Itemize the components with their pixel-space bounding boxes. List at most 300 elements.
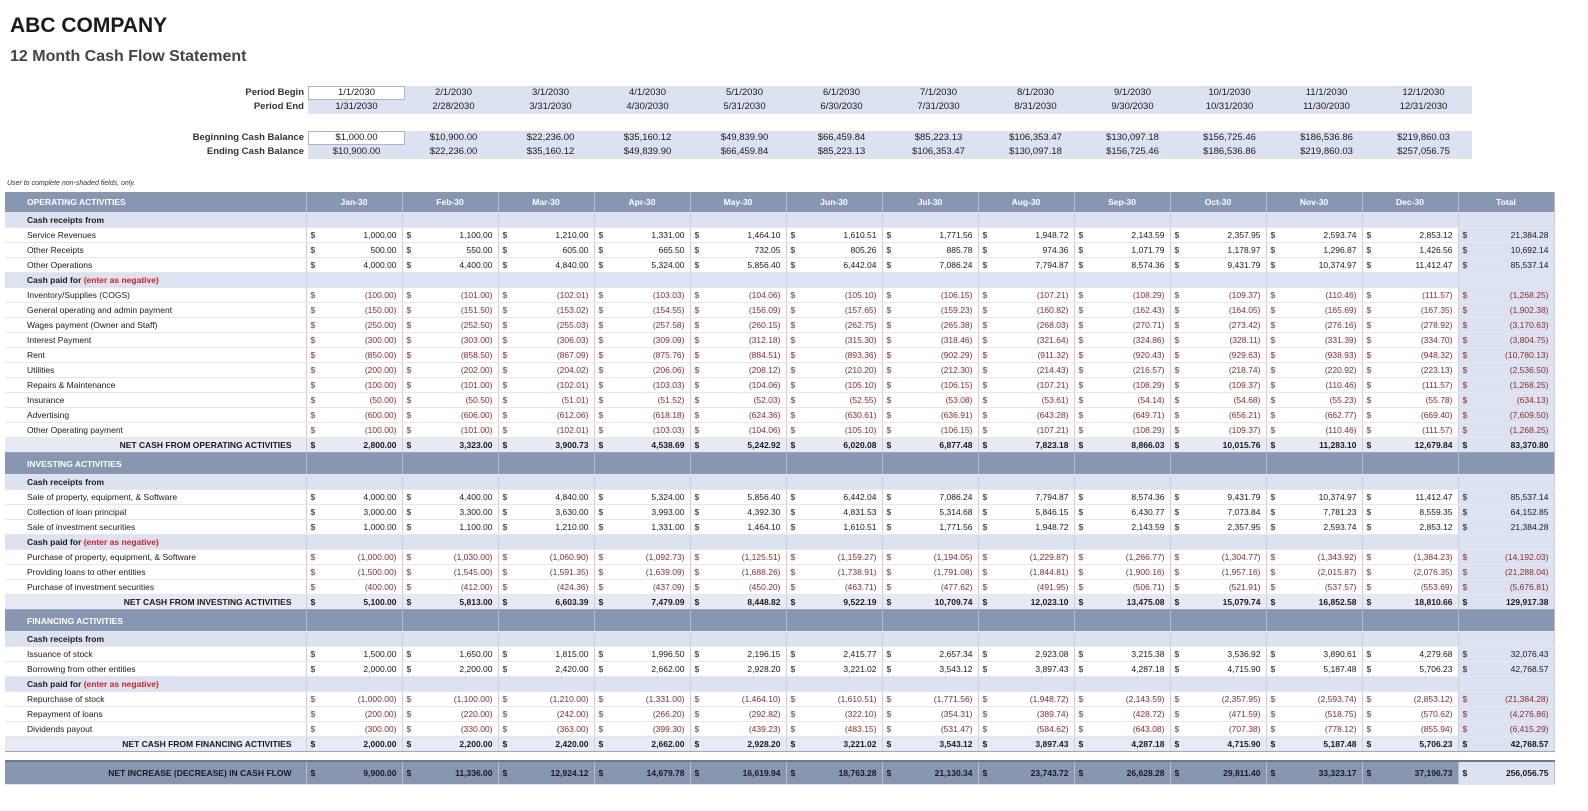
amount-cell[interactable] — [690, 505, 786, 520]
amount-cell[interactable] — [882, 520, 978, 535]
amount-cell[interactable] — [306, 647, 402, 662]
amount-cell[interactable] — [498, 318, 594, 333]
amount-cell[interactable] — [594, 722, 690, 737]
amount-cell[interactable] — [786, 348, 882, 363]
amount-cell[interactable] — [402, 348, 498, 363]
amount-cell[interactable] — [786, 505, 882, 520]
amount-cell[interactable] — [1362, 580, 1458, 595]
amount-cell[interactable] — [786, 333, 882, 348]
amount-cell[interactable] — [786, 647, 882, 662]
line-item-label[interactable]: Repairs & Maintenance — [5, 378, 306, 393]
amount-cell[interactable] — [594, 408, 690, 423]
amount-cell[interactable] — [690, 647, 786, 662]
amount-cell[interactable] — [594, 333, 690, 348]
line-item-label[interactable]: Purchase of property, equipment, & Software — [5, 550, 306, 565]
amount-cell[interactable] — [882, 333, 978, 348]
amount-cell[interactable] — [594, 692, 690, 707]
line-item-label[interactable]: Sale of property, equipment, & Software — [5, 490, 306, 505]
amount-cell[interactable] — [594, 423, 690, 438]
amount-cell[interactable] — [594, 258, 690, 273]
amount-cell[interactable] — [786, 303, 882, 318]
amount-cell[interactable] — [882, 662, 978, 677]
amount-cell[interactable] — [1170, 662, 1266, 677]
amount-cell[interactable] — [978, 490, 1074, 505]
amount-cell[interactable] — [1170, 348, 1266, 363]
amount-cell[interactable] — [402, 393, 498, 408]
amount-cell[interactable] — [1170, 490, 1266, 505]
amount-cell[interactable] — [1266, 580, 1362, 595]
amount-cell[interactable] — [1362, 288, 1458, 303]
amount-cell[interactable] — [306, 243, 402, 258]
amount-cell[interactable] — [690, 662, 786, 677]
amount-cell[interactable] — [594, 505, 690, 520]
amount-cell[interactable] — [690, 288, 786, 303]
amount-cell[interactable] — [690, 363, 786, 378]
amount-cell[interactable] — [690, 692, 786, 707]
amount-cell[interactable] — [498, 692, 594, 707]
amount-cell[interactable] — [402, 303, 498, 318]
line-item-label[interactable]: Issuance of stock — [5, 647, 306, 662]
amount-cell[interactable] — [882, 303, 978, 318]
amount-cell[interactable] — [882, 490, 978, 505]
line-item-label[interactable]: Repayment of loans — [5, 707, 306, 722]
amount-cell[interactable] — [594, 707, 690, 722]
amount-cell[interactable] — [306, 258, 402, 273]
amount-cell[interactable] — [690, 393, 786, 408]
amount-cell[interactable] — [1074, 348, 1170, 363]
amount-cell[interactable] — [402, 228, 498, 243]
amount-cell[interactable] — [1170, 580, 1266, 595]
amount-cell[interactable] — [1362, 243, 1458, 258]
amount-cell[interactable] — [882, 258, 978, 273]
amount-cell[interactable] — [690, 408, 786, 423]
amount-cell[interactable] — [978, 318, 1074, 333]
amount-cell[interactable] — [786, 393, 882, 408]
line-item-label[interactable]: Purchase of investment securities — [5, 580, 306, 595]
amount-cell[interactable] — [978, 288, 1074, 303]
amount-cell[interactable] — [1170, 363, 1266, 378]
amount-cell[interactable] — [306, 550, 402, 565]
amount-cell[interactable] — [978, 550, 1074, 565]
amount-cell[interactable] — [594, 393, 690, 408]
amount-cell[interactable] — [498, 490, 594, 505]
amount-cell[interactable] — [1074, 722, 1170, 737]
amount-cell[interactable] — [1170, 692, 1266, 707]
amount-cell[interactable] — [402, 647, 498, 662]
line-item-label[interactable]: Dividends payout — [5, 722, 306, 737]
amount-cell[interactable] — [402, 707, 498, 722]
amount-cell[interactable] — [402, 243, 498, 258]
amount-cell[interactable] — [498, 423, 594, 438]
amount-cell[interactable] — [1074, 550, 1170, 565]
amount-cell[interactable] — [498, 662, 594, 677]
amount-cell[interactable] — [498, 408, 594, 423]
amount-cell[interactable] — [786, 423, 882, 438]
amount-cell[interactable] — [594, 520, 690, 535]
amount-cell[interactable] — [306, 580, 402, 595]
amount-cell[interactable] — [1074, 647, 1170, 662]
line-item-label[interactable]: Other Receipts — [5, 243, 306, 258]
amount-cell[interactable] — [1266, 333, 1362, 348]
amount-cell[interactable] — [1266, 378, 1362, 393]
amount-cell[interactable] — [306, 378, 402, 393]
line-item-label[interactable]: Service Revenues — [5, 228, 306, 243]
amount-cell[interactable] — [1170, 408, 1266, 423]
amount-cell[interactable] — [978, 423, 1074, 438]
amount-cell[interactable] — [690, 243, 786, 258]
amount-cell[interactable] — [1362, 348, 1458, 363]
amount-cell[interactable] — [1266, 722, 1362, 737]
amount-cell[interactable] — [594, 580, 690, 595]
amount-cell[interactable] — [1074, 408, 1170, 423]
amount-cell[interactable] — [1074, 378, 1170, 393]
amount-cell[interactable] — [1362, 662, 1458, 677]
amount-cell[interactable] — [1362, 722, 1458, 737]
amount-cell[interactable] — [978, 565, 1074, 580]
amount-cell[interactable] — [786, 378, 882, 393]
amount-cell[interactable] — [402, 258, 498, 273]
amount-cell[interactable] — [498, 363, 594, 378]
amount-cell[interactable] — [690, 333, 786, 348]
amount-cell[interactable] — [594, 228, 690, 243]
amount-cell[interactable] — [402, 550, 498, 565]
amount-cell[interactable] — [1074, 333, 1170, 348]
amount-cell[interactable] — [594, 565, 690, 580]
amount-cell[interactable] — [498, 348, 594, 363]
amount-cell[interactable] — [690, 520, 786, 535]
amount-cell[interactable] — [1074, 580, 1170, 595]
line-item-label[interactable]: Repurchase of stock — [5, 692, 306, 707]
amount-cell[interactable] — [306, 363, 402, 378]
amount-cell[interactable] — [978, 505, 1074, 520]
amount-cell[interactable] — [1362, 333, 1458, 348]
amount-cell[interactable] — [786, 288, 882, 303]
amount-cell[interactable] — [690, 348, 786, 363]
amount-cell[interactable] — [978, 333, 1074, 348]
amount-cell[interactable] — [978, 520, 1074, 535]
amount-cell[interactable] — [1170, 505, 1266, 520]
amount-cell[interactable] — [306, 288, 402, 303]
amount-cell[interactable] — [402, 378, 498, 393]
line-item-label[interactable]: Interest Payment — [5, 333, 306, 348]
amount-cell[interactable] — [978, 580, 1074, 595]
amount-cell[interactable] — [402, 692, 498, 707]
line-item-label[interactable]: Insurance — [5, 393, 306, 408]
amount-cell[interactable] — [306, 303, 402, 318]
amount-cell[interactable] — [978, 393, 1074, 408]
line-item-label[interactable]: Rent — [5, 348, 306, 363]
amount-cell[interactable] — [690, 707, 786, 722]
amount-cell[interactable] — [882, 550, 978, 565]
amount-cell[interactable] — [1266, 408, 1362, 423]
amount-cell[interactable] — [690, 580, 786, 595]
amount-cell[interactable] — [690, 258, 786, 273]
amount-cell[interactable] — [1170, 520, 1266, 535]
amount-cell[interactable] — [786, 580, 882, 595]
amount-cell[interactable] — [1074, 707, 1170, 722]
amount-cell[interactable] — [1074, 363, 1170, 378]
amount-cell[interactable] — [498, 258, 594, 273]
amount-cell[interactable] — [402, 505, 498, 520]
amount-cell[interactable] — [882, 378, 978, 393]
amount-cell[interactable] — [1170, 647, 1266, 662]
amount-cell[interactable] — [1074, 520, 1170, 535]
amount-cell[interactable] — [690, 490, 786, 505]
amount-cell[interactable] — [690, 228, 786, 243]
amount-cell[interactable] — [1170, 393, 1266, 408]
amount-cell[interactable] — [1170, 318, 1266, 333]
line-item-label[interactable]: Advertising — [5, 408, 306, 423]
amount-cell[interactable] — [690, 318, 786, 333]
amount-cell[interactable] — [978, 303, 1074, 318]
amount-cell[interactable] — [1170, 565, 1266, 580]
amount-cell[interactable] — [1074, 393, 1170, 408]
amount-cell[interactable] — [1266, 707, 1362, 722]
amount-cell[interactable] — [306, 318, 402, 333]
amount-cell[interactable] — [1362, 647, 1458, 662]
amount-cell[interactable] — [1170, 378, 1266, 393]
amount-cell[interactable] — [402, 288, 498, 303]
amount-cell[interactable] — [594, 318, 690, 333]
amount-cell[interactable] — [402, 318, 498, 333]
amount-cell[interactable] — [882, 580, 978, 595]
amount-cell[interactable] — [690, 423, 786, 438]
amount-cell[interactable] — [978, 258, 1074, 273]
amount-cell[interactable] — [882, 348, 978, 363]
line-item-label[interactable]: Other Operations — [5, 258, 306, 273]
amount-cell[interactable] — [1266, 550, 1362, 565]
amount-cell[interactable] — [498, 333, 594, 348]
amount-cell[interactable] — [882, 692, 978, 707]
amount-cell[interactable] — [1362, 363, 1458, 378]
amount-cell[interactable] — [690, 378, 786, 393]
amount-cell[interactable] — [1266, 565, 1362, 580]
amount-cell[interactable] — [1362, 550, 1458, 565]
amount-cell[interactable] — [498, 550, 594, 565]
amount-cell[interactable] — [594, 243, 690, 258]
amount-cell[interactable] — [786, 363, 882, 378]
amount-cell[interactable] — [1170, 707, 1266, 722]
amount-cell[interactable] — [786, 550, 882, 565]
amount-cell[interactable] — [594, 363, 690, 378]
amount-cell[interactable] — [1266, 505, 1362, 520]
amount-cell[interactable] — [786, 520, 882, 535]
amount-cell[interactable] — [882, 505, 978, 520]
line-item-label[interactable]: Wages payment (Owner and Staff) — [5, 318, 306, 333]
amount-cell[interactable] — [882, 408, 978, 423]
amount-cell[interactable] — [978, 647, 1074, 662]
amount-cell[interactable] — [882, 318, 978, 333]
amount-cell[interactable] — [306, 505, 402, 520]
amount-cell[interactable] — [978, 378, 1074, 393]
amount-cell[interactable] — [1266, 318, 1362, 333]
amount-cell[interactable] — [978, 707, 1074, 722]
amount-cell[interactable] — [786, 722, 882, 737]
amount-cell[interactable] — [786, 565, 882, 580]
amount-cell[interactable] — [498, 505, 594, 520]
amount-cell[interactable] — [402, 423, 498, 438]
amount-cell[interactable] — [498, 565, 594, 580]
amount-cell[interactable] — [402, 490, 498, 505]
amount-cell[interactable] — [882, 423, 978, 438]
amount-cell[interactable] — [1074, 692, 1170, 707]
amount-cell[interactable] — [978, 348, 1074, 363]
amount-cell[interactable] — [306, 393, 402, 408]
line-item-label[interactable]: Sale of investment securities — [5, 520, 306, 535]
amount-cell[interactable] — [1074, 505, 1170, 520]
amount-cell[interactable] — [306, 348, 402, 363]
amount-cell[interactable] — [498, 520, 594, 535]
amount-cell[interactable] — [1362, 303, 1458, 318]
amount-cell[interactable] — [1266, 363, 1362, 378]
amount-cell[interactable] — [882, 722, 978, 737]
amount-cell[interactable] — [786, 707, 882, 722]
amount-cell[interactable] — [1074, 288, 1170, 303]
amount-cell[interactable] — [594, 662, 690, 677]
amount-cell[interactable] — [1266, 303, 1362, 318]
amount-cell[interactable] — [786, 318, 882, 333]
amount-cell[interactable] — [978, 692, 1074, 707]
amount-cell[interactable] — [1362, 258, 1458, 273]
amount-cell[interactable] — [1074, 565, 1170, 580]
line-item-label[interactable]: Inventory/Supplies (COGS) — [5, 288, 306, 303]
amount-cell[interactable] — [1266, 520, 1362, 535]
amount-cell[interactable] — [402, 363, 498, 378]
amount-cell[interactable] — [1170, 288, 1266, 303]
amount-cell[interactable] — [1074, 662, 1170, 677]
line-item-label[interactable]: Borrowing from other entities — [5, 662, 306, 677]
amount-cell[interactable] — [1170, 423, 1266, 438]
amount-cell[interactable] — [1170, 333, 1266, 348]
amount-cell[interactable] — [498, 288, 594, 303]
amount-cell[interactable] — [1170, 722, 1266, 737]
amount-cell[interactable] — [1266, 288, 1362, 303]
amount-cell[interactable] — [402, 520, 498, 535]
amount-cell[interactable] — [306, 423, 402, 438]
amount-cell[interactable] — [498, 722, 594, 737]
amount-cell[interactable] — [1266, 423, 1362, 438]
amount-cell[interactable] — [882, 393, 978, 408]
amount-cell[interactable] — [306, 692, 402, 707]
line-item-label[interactable]: General operating and admin payment — [5, 303, 306, 318]
beginning-cash-cell[interactable]: $1,000.00 — [308, 131, 405, 145]
amount-cell[interactable] — [690, 722, 786, 737]
amount-cell[interactable] — [1170, 550, 1266, 565]
amount-cell[interactable] — [306, 520, 402, 535]
line-item-label[interactable]: Utilities — [5, 363, 306, 378]
amount-cell[interactable] — [1074, 228, 1170, 243]
amount-cell[interactable] — [306, 707, 402, 722]
amount-cell[interactable] — [402, 565, 498, 580]
amount-cell[interactable] — [402, 580, 498, 595]
amount-cell[interactable] — [1074, 318, 1170, 333]
amount-cell[interactable] — [1362, 228, 1458, 243]
amount-cell[interactable] — [690, 303, 786, 318]
amount-cell[interactable] — [978, 243, 1074, 258]
amount-cell[interactable] — [306, 408, 402, 423]
amount-cell[interactable] — [1362, 505, 1458, 520]
amount-cell[interactable] — [1266, 662, 1362, 677]
amount-cell[interactable] — [1266, 258, 1362, 273]
amount-cell[interactable] — [978, 722, 1074, 737]
amount-cell[interactable] — [498, 707, 594, 722]
amount-cell[interactable] — [882, 647, 978, 662]
amount-cell[interactable] — [1170, 303, 1266, 318]
amount-cell[interactable] — [306, 490, 402, 505]
amount-cell[interactable] — [1362, 565, 1458, 580]
amount-cell[interactable] — [1362, 707, 1458, 722]
amount-cell[interactable] — [1266, 692, 1362, 707]
amount-cell[interactable] — [594, 378, 690, 393]
amount-cell[interactable] — [1362, 318, 1458, 333]
amount-cell[interactable] — [786, 258, 882, 273]
amount-cell[interactable] — [1362, 490, 1458, 505]
amount-cell[interactable] — [498, 580, 594, 595]
amount-cell[interactable] — [1266, 393, 1362, 408]
amount-cell[interactable] — [1266, 348, 1362, 363]
line-item-label[interactable]: Other Operating payment — [5, 423, 306, 438]
amount-cell[interactable] — [1362, 408, 1458, 423]
amount-cell[interactable] — [1074, 490, 1170, 505]
amount-cell[interactable] — [978, 228, 1074, 243]
amount-cell[interactable] — [498, 243, 594, 258]
amount-cell[interactable] — [306, 333, 402, 348]
amount-cell[interactable] — [594, 348, 690, 363]
amount-cell[interactable] — [1074, 243, 1170, 258]
amount-cell[interactable] — [690, 565, 786, 580]
amount-cell[interactable] — [882, 363, 978, 378]
amount-cell[interactable] — [786, 228, 882, 243]
amount-cell[interactable] — [1362, 692, 1458, 707]
amount-cell[interactable] — [786, 408, 882, 423]
amount-cell[interactable] — [1074, 423, 1170, 438]
amount-cell[interactable] — [1266, 228, 1362, 243]
amount-cell[interactable] — [498, 228, 594, 243]
amount-cell[interactable] — [1170, 243, 1266, 258]
amount-cell[interactable] — [978, 363, 1074, 378]
amount-cell[interactable] — [1170, 258, 1266, 273]
amount-cell[interactable] — [402, 408, 498, 423]
amount-cell[interactable] — [306, 228, 402, 243]
amount-cell[interactable] — [882, 565, 978, 580]
amount-cell[interactable] — [978, 408, 1074, 423]
amount-cell[interactable] — [1170, 228, 1266, 243]
amount-cell[interactable] — [1362, 378, 1458, 393]
amount-cell[interactable] — [594, 288, 690, 303]
amount-cell[interactable] — [882, 228, 978, 243]
amount-cell[interactable] — [402, 333, 498, 348]
amount-cell[interactable] — [594, 303, 690, 318]
amount-cell[interactable] — [978, 662, 1074, 677]
amount-cell[interactable] — [306, 662, 402, 677]
amount-cell[interactable] — [498, 303, 594, 318]
amount-cell[interactable] — [498, 393, 594, 408]
amount-cell[interactable] — [1074, 258, 1170, 273]
amount-cell[interactable] — [786, 490, 882, 505]
amount-cell[interactable] — [402, 722, 498, 737]
amount-cell[interactable] — [1362, 423, 1458, 438]
amount-cell[interactable] — [786, 692, 882, 707]
amount-cell[interactable] — [594, 647, 690, 662]
amount-cell[interactable] — [306, 565, 402, 580]
amount-cell[interactable] — [1266, 647, 1362, 662]
amount-cell[interactable] — [1074, 303, 1170, 318]
amount-cell[interactable] — [882, 288, 978, 303]
amount-cell[interactable] — [786, 662, 882, 677]
amount-cell[interactable] — [1362, 393, 1458, 408]
line-item-label[interactable]: Providing loans to other entities — [5, 565, 306, 580]
amount-cell[interactable] — [882, 243, 978, 258]
